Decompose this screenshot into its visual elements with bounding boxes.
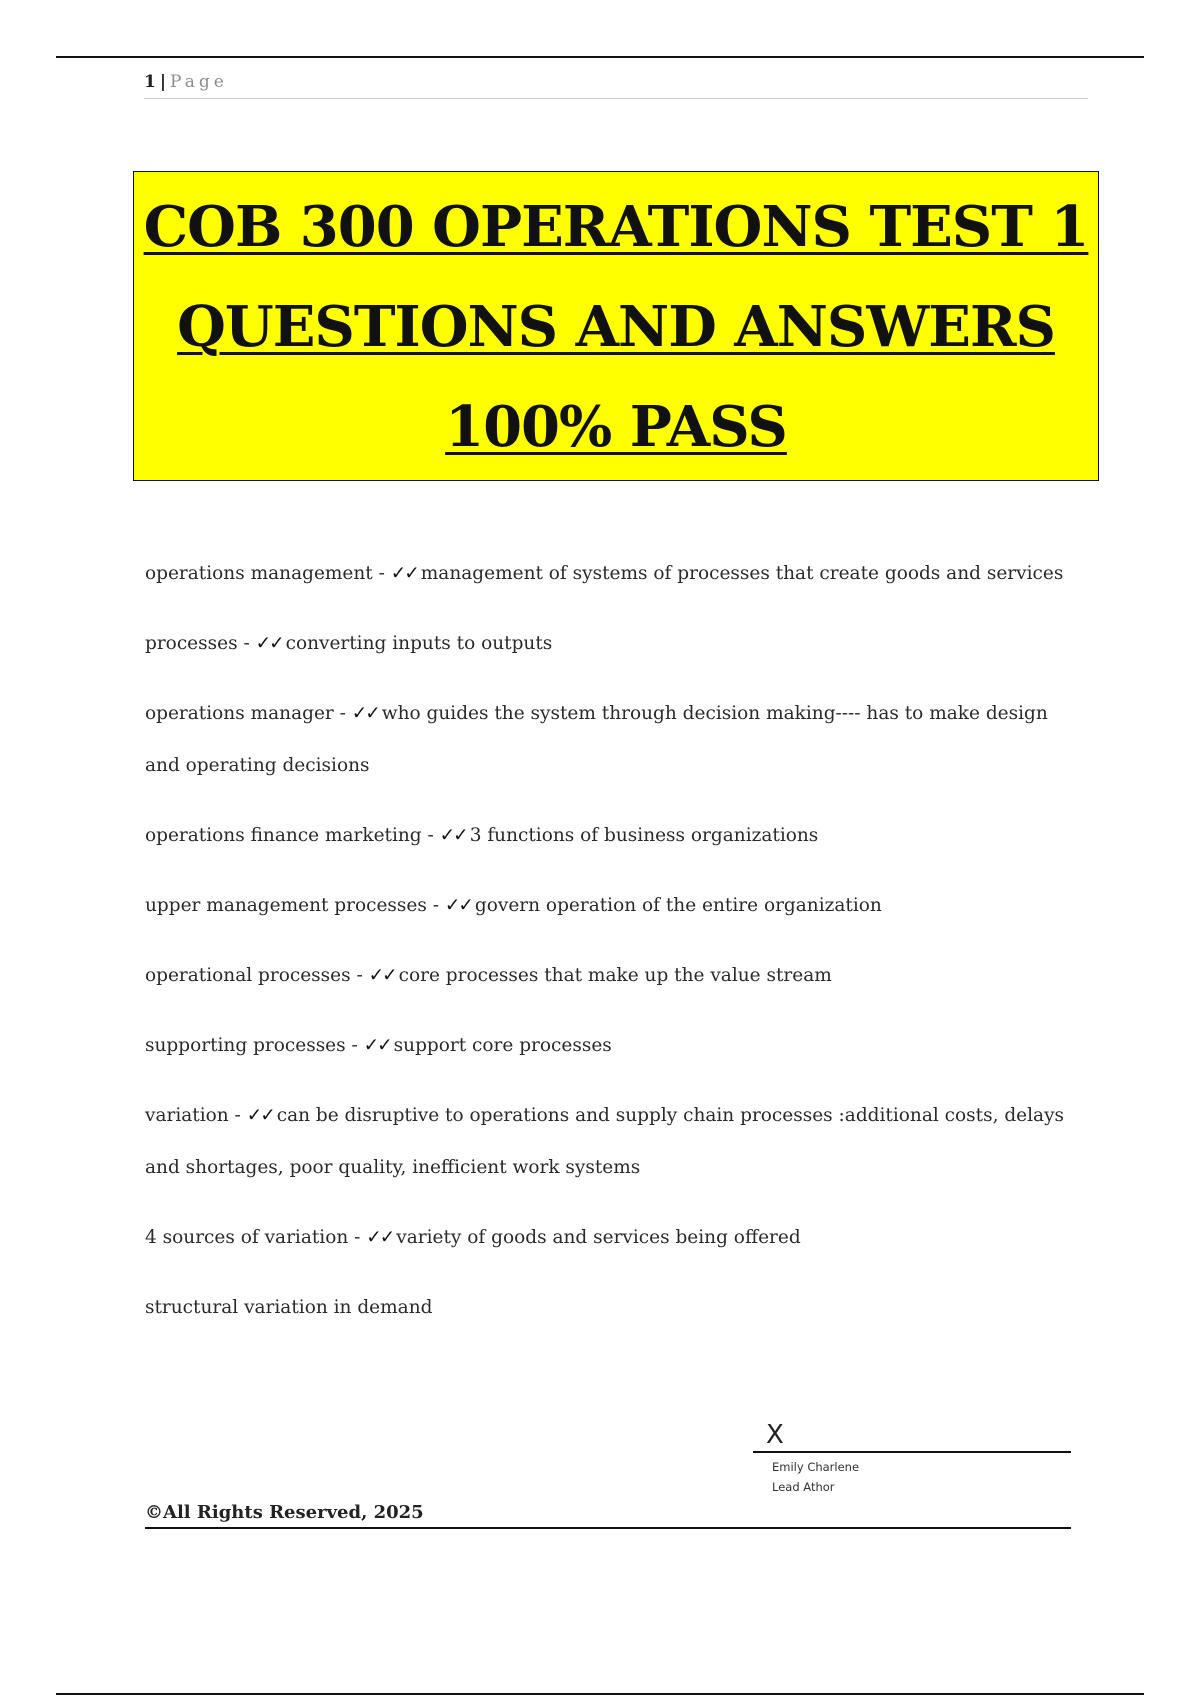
signature-role: Lead Athor	[772, 1480, 835, 1494]
qa-entry	[145, 1212, 1075, 1264]
qa-entry	[145, 618, 1075, 670]
check-icon: ✓✓	[351, 703, 379, 724]
qa-continuation: structural variation in demand	[145, 1297, 433, 1318]
copyright-notice: ©All Rights Reserved, 2025	[145, 1501, 1071, 1529]
entry-term: 4 sources of variation -	[145, 1227, 367, 1248]
entry-term: operations finance marketing -	[145, 825, 440, 846]
page-header	[144, 72, 1088, 99]
signature-name: Emily Charlene	[772, 1460, 860, 1474]
qa-entry	[145, 1090, 1075, 1194]
title-line-3: 100% PASS	[445, 394, 787, 460]
qa-entry	[145, 548, 1075, 600]
entry-answer: who guides the system through decision making---- has to make design and operating decisions	[145, 703, 1048, 776]
signature-block	[753, 1420, 1071, 1497]
check-icon: ✓✓	[363, 1035, 391, 1056]
check-icon: ✓✓	[366, 1227, 394, 1248]
check-icon: ✓✓	[255, 633, 283, 654]
check-icon: ✓✓	[368, 965, 396, 986]
qa-entry	[145, 1020, 1075, 1072]
page-number: 1	[144, 72, 156, 92]
check-icon: ✓✓	[246, 1105, 274, 1126]
title-line-2: QUESTIONS AND ANSWERS	[177, 294, 1055, 360]
entry-term: operational processes -	[145, 965, 369, 986]
page-separator: |	[159, 72, 167, 92]
entry-answer: variety of goods and services being offered	[396, 1227, 801, 1248]
check-icon: ✓✓	[444, 895, 472, 916]
entry-term: operations manager -	[145, 703, 352, 724]
entry-answer: govern operation of the entire organization	[474, 895, 882, 916]
entry-term: operations management -	[145, 563, 391, 584]
qa-entry	[145, 810, 1075, 862]
signature-mark: X	[766, 1420, 784, 1450]
page-word: Page	[170, 72, 228, 92]
check-icon: ✓✓	[439, 825, 467, 846]
entry-term: processes -	[145, 633, 256, 654]
entry-term: upper management processes -	[145, 895, 445, 916]
qa-entry	[145, 880, 1075, 932]
check-icon: ✓✓	[390, 563, 418, 584]
signature-line	[753, 1451, 1071, 1453]
entry-answer: core processes that make up the value stream	[398, 965, 832, 986]
entry-answer: support core processes	[393, 1035, 612, 1056]
entry-term: supporting processes -	[145, 1035, 364, 1056]
qa-list	[145, 548, 1075, 1352]
qa-entry	[145, 688, 1075, 792]
entry-answer: management of systems of processes that create goods and services	[420, 563, 1064, 584]
entry-answer: 3 functions of business organizations	[469, 825, 819, 846]
title-line-1: COB 300 OPERATIONS TEST 1	[143, 194, 1089, 260]
top-rule	[56, 56, 1144, 58]
title-banner	[133, 171, 1099, 481]
bottom-rule	[56, 1693, 1144, 1695]
qa-entry	[145, 950, 1075, 1002]
entry-answer: converting inputs to outputs	[285, 633, 553, 654]
entry-term: variation -	[145, 1105, 247, 1126]
entry-answer: can be disruptive to operations and supply chain processes :additional costs, delays and shortages, poor quality, inefficient work systems	[145, 1105, 1065, 1178]
